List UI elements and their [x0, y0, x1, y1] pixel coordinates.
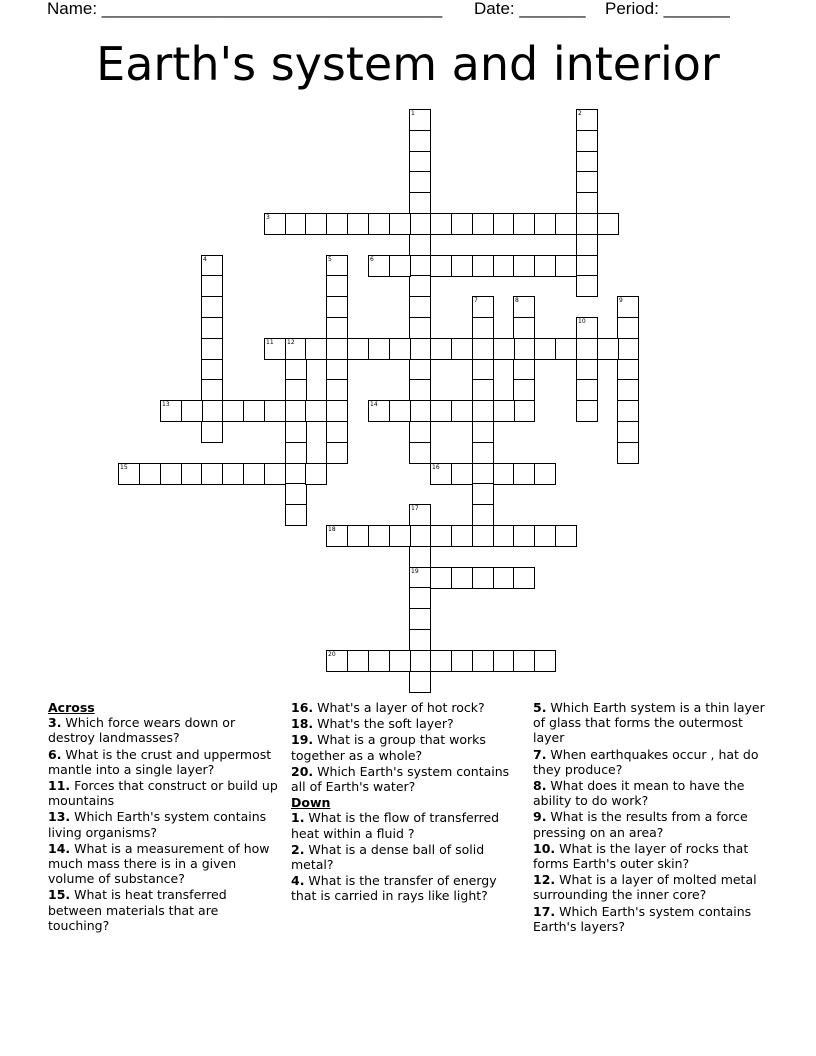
crossword-cell[interactable]: [326, 296, 348, 318]
clue-number: 18.: [291, 716, 314, 732]
crossword-cell[interactable]: [201, 359, 223, 381]
crossword-cell[interactable]: [451, 255, 473, 277]
clue-number: 20: [328, 651, 336, 658]
clue-item: [48, 887, 280, 933]
crossword-cell[interactable]: [389, 525, 411, 547]
crossword-cell[interactable]: [368, 650, 390, 672]
crossword-cell[interactable]: [472, 650, 494, 672]
crossword-cell[interactable]: [409, 130, 431, 152]
crossword-cell[interactable]: [326, 213, 348, 235]
clue-number: 2.: [291, 841, 305, 857]
crossword-cell[interactable]: [576, 255, 598, 277]
crossword-cell[interactable]: [472, 317, 494, 339]
crossword-cell[interactable]: [451, 463, 473, 485]
crossword-cell[interactable]: [222, 400, 244, 422]
clue-number: 11.: [48, 778, 71, 794]
crossword-cell[interactable]: [555, 338, 577, 360]
crossword-cell[interactable]: [430, 650, 452, 672]
crossword-cell[interactable]: [617, 338, 639, 360]
crossword-cell[interactable]: [409, 379, 431, 401]
crossword-cell[interactable]: [201, 296, 223, 318]
crossword-cell[interactable]: [472, 359, 494, 381]
clue-number: 16.: [291, 700, 314, 715]
crossword-cell[interactable]: [451, 400, 473, 422]
clue-item: [533, 700, 765, 746]
clue-number: 8.: [533, 778, 547, 794]
crossword-cell[interactable]: [305, 213, 327, 235]
crossword-cell[interactable]: [409, 296, 431, 318]
crossword-cell[interactable]: [576, 359, 598, 381]
crossword-cell[interactable]: [285, 338, 307, 360]
clue-number: 4: [203, 256, 207, 263]
crossword-cell[interactable]: [617, 442, 639, 464]
crossword-cell[interactable]: [576, 109, 598, 131]
crossword-cell[interactable]: [534, 255, 556, 277]
crossword-cell[interactable]: [576, 400, 598, 422]
crossword-cell[interactable]: [285, 504, 307, 526]
crossword-cell[interactable]: [576, 275, 598, 297]
crossword-cell[interactable]: [181, 463, 203, 485]
crossword-cell[interactable]: [409, 608, 431, 630]
down-clue-list: [291, 810, 523, 903]
clue-text: Which Earth's system contains living organisms?: [48, 809, 267, 840]
clue-number: 13: [162, 401, 170, 408]
clue-number: 6: [370, 256, 374, 263]
clues-column-1: [48, 700, 280, 934]
crossword-cell[interactable]: [472, 338, 494, 360]
clue-number: 1: [411, 110, 415, 117]
crossword-cell[interactable]: [347, 338, 369, 360]
crossword-cell[interactable]: [513, 255, 535, 277]
crossword-cell[interactable]: [181, 400, 203, 422]
clue-number: 12: [287, 339, 295, 346]
clue-item: [533, 778, 765, 808]
crossword-cell[interactable]: [368, 525, 390, 547]
crossword-cell[interactable]: [430, 525, 452, 547]
crossword-cell[interactable]: [555, 525, 577, 547]
crossword-cell[interactable]: [243, 400, 265, 422]
clue-item: [48, 809, 280, 839]
clue-text: Which force wears down or destroy landmasses?: [48, 715, 236, 746]
clue-text: What is the layer of rocks that forms Earth's outer skin?: [533, 840, 749, 872]
crossword-cell[interactable]: [264, 400, 286, 422]
crossword-cell[interactable]: [285, 421, 307, 443]
crossword-cell[interactable]: [368, 255, 390, 277]
crossword-cell[interactable]: [201, 379, 223, 401]
clue-text: What is the transfer of energy that is carried in rays like light?: [291, 873, 497, 904]
crossword-cell[interactable]: [201, 275, 223, 297]
across-heading: Across: [48, 700, 95, 715]
clue-item: [291, 700, 523, 715]
crossword-cell[interactable]: [451, 650, 473, 672]
crossword-cell[interactable]: [472, 421, 494, 443]
crossword-cell[interactable]: [326, 379, 348, 401]
crossword-cell[interactable]: [430, 400, 452, 422]
crossword-cell[interactable]: [451, 213, 473, 235]
clue-item: [291, 732, 523, 762]
crossword-cell[interactable]: [513, 317, 535, 339]
crossword-cell[interactable]: [409, 546, 431, 568]
crossword-cell[interactable]: [617, 359, 639, 381]
crossword-cell[interactable]: [285, 400, 307, 422]
crossword-cell[interactable]: [409, 192, 431, 214]
crossword-cell[interactable]: [513, 525, 535, 547]
crossword-cell[interactable]: [534, 213, 556, 235]
crossword-cell[interactable]: [617, 296, 639, 318]
period-field[interactable]: Period: _______: [605, 0, 730, 18]
clue-text: What is heat transferred between materials that are touching?: [48, 887, 227, 933]
crossword-cell[interactable]: [472, 379, 494, 401]
crossword-cell[interactable]: [409, 213, 431, 235]
crossword-cell[interactable]: [326, 275, 348, 297]
clue-item: [533, 841, 765, 871]
clue-text: Which Earth's system contains all of Earth's water?: [291, 763, 510, 795]
clue-number: 14.: [48, 840, 71, 856]
crossword-cell[interactable]: [513, 650, 535, 672]
crossword-cell[interactable]: [264, 338, 286, 360]
crossword-cell[interactable]: [409, 275, 431, 297]
clue-number: 3.: [48, 715, 62, 731]
clue-number: 16: [432, 464, 440, 471]
clue-number: 18: [328, 526, 336, 533]
down-heading: Down: [291, 795, 331, 811]
clue-item: [533, 747, 765, 777]
clue-text: When earthquakes occur , hat do they produce?: [533, 746, 759, 777]
crossword-cell[interactable]: [409, 671, 431, 693]
crossword-cell[interactable]: [576, 317, 598, 339]
crossword-cell[interactable]: [430, 213, 452, 235]
clue-number: 13.: [48, 809, 71, 825]
crossword-cell[interactable]: [534, 525, 556, 547]
crossword-cell[interactable]: [222, 463, 244, 485]
clue-text: What does it mean to have the ability to do work?: [533, 778, 745, 809]
crossword-cell[interactable]: [409, 421, 431, 443]
crossword-cell[interactable]: [243, 463, 265, 485]
clue-text: What is a dense ball of solid metal?: [291, 841, 485, 873]
crossword-cell[interactable]: [534, 463, 556, 485]
clue-text: What is the crust and uppermost mantle into a single layer?: [48, 746, 272, 777]
crossword-cell[interactable]: [472, 442, 494, 464]
crossword-cell[interactable]: [576, 338, 598, 360]
crossword-cell[interactable]: [576, 192, 598, 214]
clue-number: 2: [578, 110, 582, 117]
crossword-cell[interactable]: [409, 400, 431, 422]
clue-item: [291, 716, 523, 731]
crossword-cell[interactable]: [430, 338, 452, 360]
name-field[interactable]: Name: ____________________________________: [47, 0, 443, 18]
crossword-cell[interactable]: [493, 213, 515, 235]
crossword-cell[interactable]: [409, 359, 431, 381]
crossword-cell[interactable]: [576, 171, 598, 193]
crossword-cell[interactable]: [389, 400, 411, 422]
crossword-cell[interactable]: [534, 650, 556, 672]
crossword-cell[interactable]: [617, 379, 639, 401]
clue-number: 4.: [291, 873, 305, 889]
clue-text: What's a layer of hot rock?: [313, 700, 485, 715]
crossword-cell[interactable]: [409, 567, 431, 589]
crossword-cell[interactable]: [285, 359, 307, 381]
crossword-cell[interactable]: [201, 338, 223, 360]
crossword-cell[interactable]: [160, 463, 182, 485]
crossword-cell[interactable]: [513, 567, 535, 589]
crossword-cell[interactable]: [409, 317, 431, 339]
clues-column-2: [291, 700, 523, 905]
crossword-cell[interactable]: [451, 525, 473, 547]
clue-item: [291, 842, 523, 872]
clue-number: 12.: [533, 872, 556, 888]
crossword-cell[interactable]: [576, 234, 598, 256]
clue-item: [533, 872, 765, 902]
across-clue-list: [48, 715, 280, 933]
crossword-cell[interactable]: [201, 400, 223, 422]
crossword-cell[interactable]: [409, 650, 431, 672]
crossword-cell[interactable]: [139, 463, 161, 485]
clue-text: What is a group that works together as a whole?: [291, 732, 486, 763]
clue-number: 10.: [533, 840, 556, 856]
crossword-cell[interactable]: [493, 400, 515, 422]
crossword-cell[interactable]: [576, 130, 598, 152]
clue-item: [291, 810, 523, 840]
crossword-cell[interactable]: [493, 567, 515, 589]
crossword-cell[interactable]: [513, 213, 535, 235]
crossword-cell[interactable]: [409, 629, 431, 651]
clue-number: 6.: [48, 746, 62, 762]
crossword-cell[interactable]: [513, 338, 535, 360]
clue-number: 5.: [533, 700, 547, 715]
clue-number: 15: [120, 464, 128, 471]
clue-item: [533, 904, 765, 934]
clue-number: 1.: [291, 810, 305, 826]
crossword-cell[interactable]: [368, 338, 390, 360]
crossword-cell[interactable]: [472, 255, 494, 277]
clue-text: Which Earth's system contains Earth's layers?: [533, 903, 752, 934]
crossword-cell[interactable]: [326, 255, 348, 277]
clue-number: 14: [370, 401, 378, 408]
clues-column-3: [533, 700, 765, 935]
crossword-cell[interactable]: [368, 213, 390, 235]
crossword-cell[interactable]: [472, 463, 494, 485]
crossword-cell[interactable]: [472, 213, 494, 235]
crossword-cell[interactable]: [201, 255, 223, 277]
clue-number: 8: [515, 297, 519, 304]
clue-item: [48, 715, 280, 745]
crossword-cell[interactable]: [305, 338, 327, 360]
clue-number: 19: [411, 568, 419, 575]
crossword-cell[interactable]: [409, 442, 431, 464]
crossword-cell[interactable]: [409, 234, 431, 256]
crossword-cell[interactable]: [326, 359, 348, 381]
clue-text: Forces that construct or build up mountains: [48, 778, 278, 809]
clue-item: [48, 747, 280, 777]
clue-item: [48, 778, 280, 808]
clue-text: What's the soft layer?: [313, 716, 454, 732]
clue-number: 20.: [291, 763, 314, 779]
clue-number: 19.: [291, 732, 314, 748]
clue-number: 15.: [48, 887, 71, 903]
crossword-cell[interactable]: [409, 151, 431, 173]
clue-number: 17.: [533, 903, 556, 919]
crossword-cell[interactable]: [347, 650, 369, 672]
clue-item: [291, 873, 523, 903]
crossword-cell[interactable]: [285, 483, 307, 505]
across-clue-list: [291, 700, 523, 794]
clue-number: 10: [578, 318, 586, 325]
crossword-cell[interactable]: [576, 151, 598, 173]
crossword-cell[interactable]: [347, 213, 369, 235]
clue-text: What is the flow of transferred heat within a fluid ?: [291, 810, 500, 841]
crossword-cell[interactable]: [264, 213, 286, 235]
clue-number: 7: [474, 297, 478, 304]
crossword-cell[interactable]: [617, 400, 639, 422]
clue-number: 17: [411, 505, 419, 512]
crossword-cell[interactable]: [160, 400, 182, 422]
crossword-cell[interactable]: [472, 525, 494, 547]
clue-number: 7.: [533, 746, 547, 762]
clue-item: [533, 809, 765, 839]
crossword-cell[interactable]: [201, 421, 223, 443]
crossword-cell[interactable]: [555, 255, 577, 277]
clue-number: 3: [266, 214, 270, 221]
crossword-cell[interactable]: [617, 317, 639, 339]
crossword-cell[interactable]: [493, 463, 515, 485]
crossword-cell[interactable]: [326, 442, 348, 464]
crossword-cell[interactable]: [201, 317, 223, 339]
clue-number: 9.: [533, 809, 547, 825]
crossword-cell[interactable]: [389, 255, 411, 277]
clue-item: [48, 841, 280, 887]
clue-text: What is a layer of molted metal surrounding the inner core?: [533, 872, 757, 903]
crossword-cell[interactable]: [493, 255, 515, 277]
crossword-cell[interactable]: [389, 650, 411, 672]
crossword-cell[interactable]: [409, 525, 431, 547]
crossword-cell[interactable]: [576, 379, 598, 401]
crossword-cell[interactable]: [118, 463, 140, 485]
crossword-cell[interactable]: [534, 338, 556, 360]
crossword-cell[interactable]: [430, 567, 452, 589]
crossword-cell[interactable]: [326, 400, 348, 422]
crossword-cell[interactable]: [472, 483, 494, 505]
crossword-cell[interactable]: [513, 359, 535, 381]
page-title: Earth's system and interior: [96, 37, 720, 91]
crossword-cell[interactable]: [451, 338, 473, 360]
clue-text: Which Earth system is a thin layer of glass that forms the outermost layer: [533, 700, 765, 746]
crossword-cell[interactable]: [493, 338, 515, 360]
crossword-cell[interactable]: [576, 213, 598, 235]
crossword-cell[interactable]: [430, 255, 452, 277]
down-clue-list: [533, 700, 765, 934]
crossword-cell[interactable]: [326, 338, 348, 360]
crossword-cell[interactable]: [305, 400, 327, 422]
crossword-cell[interactable]: [409, 587, 431, 609]
crossword-cell[interactable]: [472, 504, 494, 526]
crossword-cell[interactable]: [368, 400, 390, 422]
crossword-cell[interactable]: [326, 525, 348, 547]
crossword-cell[interactable]: [472, 567, 494, 589]
crossword-cell[interactable]: [326, 317, 348, 339]
crossword-cell[interactable]: [493, 525, 515, 547]
clue-item: [291, 764, 523, 794]
crossword-cell[interactable]: [201, 463, 223, 485]
crossword-cell[interactable]: [409, 109, 431, 131]
crossword-cell[interactable]: [409, 171, 431, 193]
date-field[interactable]: Date: _______: [474, 0, 586, 18]
crossword-cell[interactable]: [472, 400, 494, 422]
crossword-cell[interactable]: [389, 213, 411, 235]
crossword-cell[interactable]: [326, 421, 348, 443]
crossword-cell[interactable]: [285, 379, 307, 401]
crossword-cell[interactable]: [597, 213, 619, 235]
crossword-cell[interactable]: [409, 504, 431, 526]
crossword-cell[interactable]: [285, 213, 307, 235]
crossword-cell[interactable]: [513, 463, 535, 485]
crossword-cell[interactable]: [513, 400, 535, 422]
crossword-cell[interactable]: [451, 567, 473, 589]
crossword-cell[interactable]: [617, 421, 639, 443]
clue-number: 9: [619, 297, 623, 304]
crossword-cell[interactable]: [285, 463, 307, 485]
crossword-cell[interactable]: [326, 650, 348, 672]
crossword-cell[interactable]: [264, 463, 286, 485]
crossword-cell[interactable]: [285, 442, 307, 464]
crossword-cell[interactable]: [513, 296, 535, 318]
clue-number: 5: [328, 256, 332, 263]
crossword-cell[interactable]: [513, 379, 535, 401]
crossword-cell[interactable]: [555, 213, 577, 235]
crossword-cell[interactable]: [389, 338, 411, 360]
crossword-cell[interactable]: [305, 463, 327, 485]
clue-text: What is a measurement of how much mass there is in a given volume of substance?: [48, 840, 270, 887]
crossword-cell[interactable]: [472, 296, 494, 318]
crossword-cell[interactable]: [409, 338, 431, 360]
crossword-cell[interactable]: [597, 338, 619, 360]
crossword-cell[interactable]: [493, 650, 515, 672]
clue-number: 11: [266, 339, 274, 346]
crossword-cell[interactable]: [409, 255, 431, 277]
crossword-cell[interactable]: [347, 525, 369, 547]
clue-text: What is the results from a force pressing on an area?: [533, 809, 748, 840]
crossword-cell[interactable]: [430, 463, 452, 485]
